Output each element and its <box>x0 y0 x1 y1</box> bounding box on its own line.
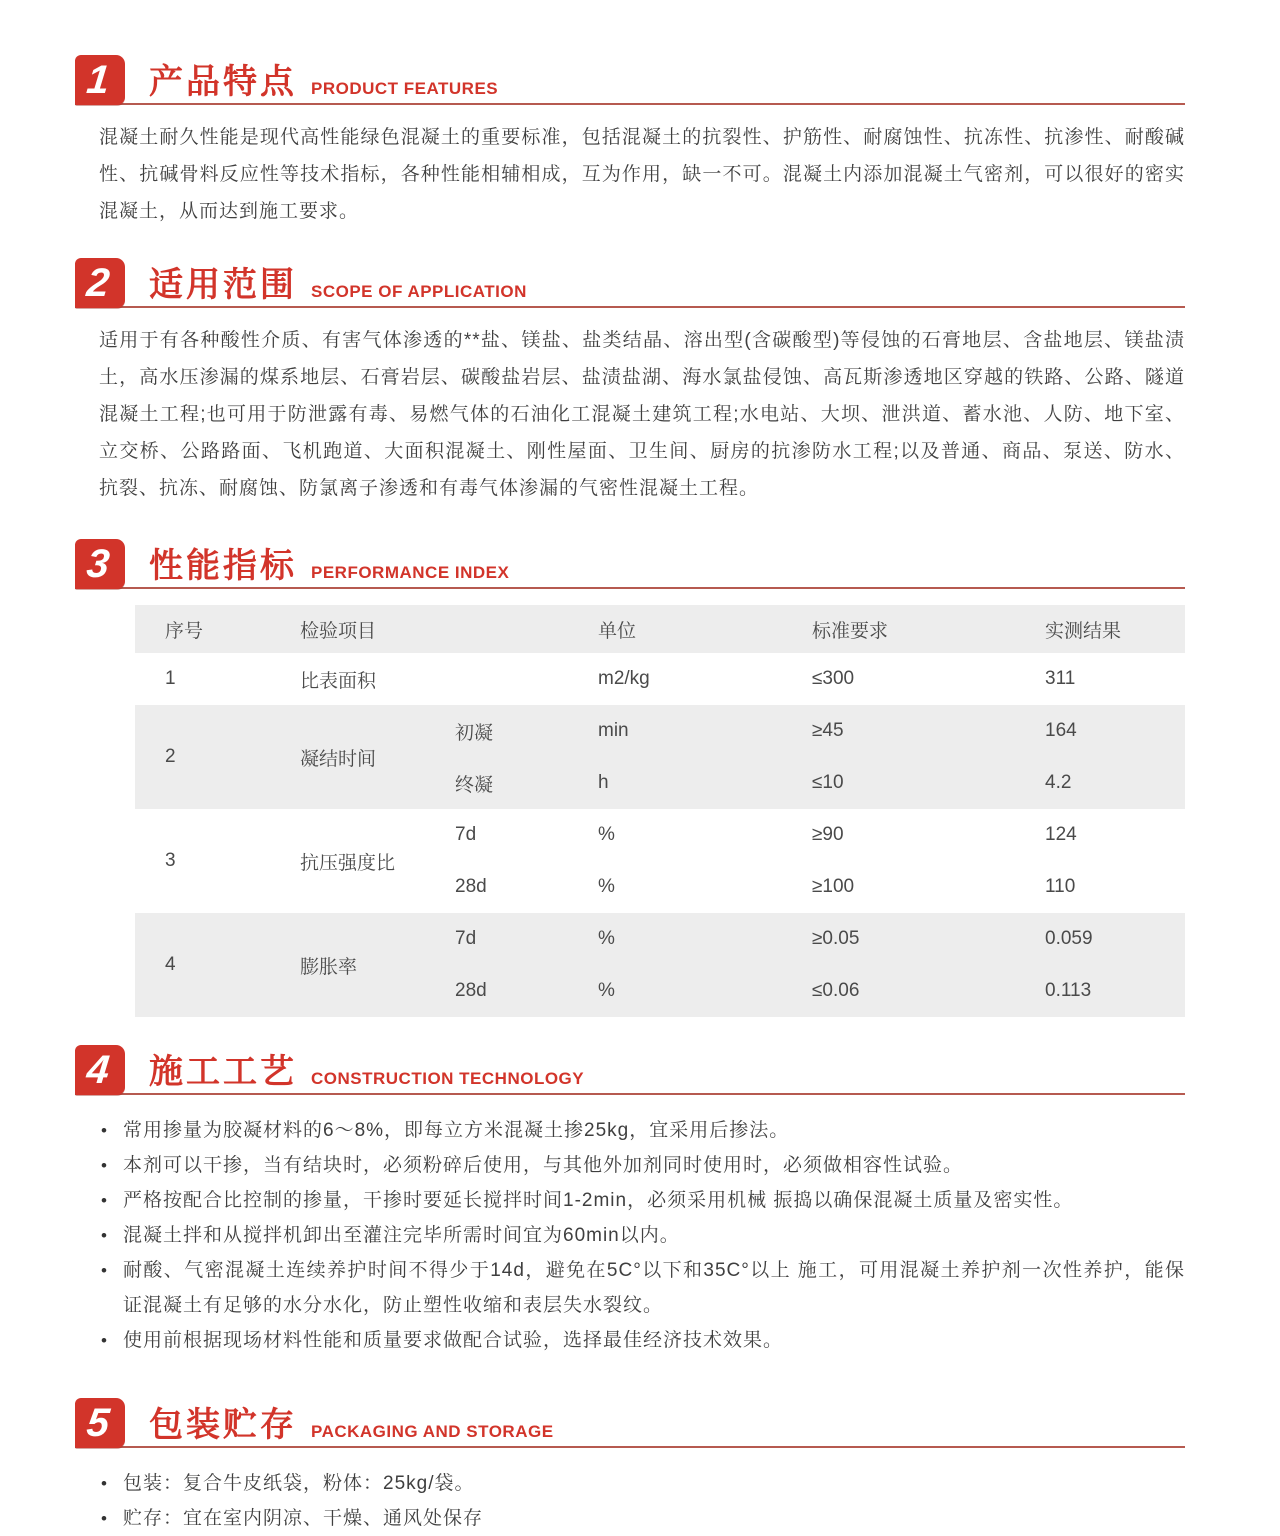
list-item-text: 耐酸、气密混凝土连续养护时间不得少于14d，避免在5C°以下和35C°以上 施工，可用混凝土养护剂一次性养护，能保证混凝土有足够的水分水化，防止塑性收缩和表层失水裂纹。 <box>123 1260 1185 1316</box>
list-item <box>101 1183 1185 1218</box>
section-title: 包装贮存 <box>149 1406 297 1444</box>
list-item-text: 使用前根据现场材料性能和质量要求做配合试验，选择最佳经济技术效果。 <box>123 1330 784 1351</box>
section-number-badge <box>75 539 125 589</box>
section-number: 2 <box>84 261 112 305</box>
bullet-icon: • <box>101 1331 108 1350</box>
section-number: 4 <box>84 1048 112 1092</box>
cell-item: 凝结时间 <box>300 748 377 770</box>
bullet-icon: • <box>101 1156 108 1175</box>
performance-index-table <box>135 605 1185 1017</box>
cell-standard: ≥0.05 <box>812 928 860 949</box>
construction-bullet-list <box>101 1113 1185 1358</box>
cell-unit: % <box>598 824 615 845</box>
list-item-text: 本剂可以干掺，当有结块时，必须粉碎后使用，与其他外加剂同时使用时，必须做相容性试验。 <box>123 1155 964 1176</box>
cell-item: 比表面积 <box>300 670 377 692</box>
section-number-badge <box>75 1398 125 1448</box>
table-row-group <box>135 705 1185 809</box>
col-header-spacer <box>425 605 568 653</box>
section-subtitle-en: PACKAGING AND STORAGE <box>311 1422 554 1441</box>
cell-sub: 初凝 <box>455 722 494 744</box>
cell-standard: ≥100 <box>812 876 855 897</box>
list-item-text: 常用掺量为胶凝材料的6～8%，即每立方米混凝土掺25kg，宜采用后掺法。 <box>123 1120 790 1141</box>
cell-result: 164 <box>1045 720 1077 741</box>
cell-result: 4.2 <box>1045 772 1072 793</box>
cell-unit: % <box>598 980 615 1001</box>
list-item-text: 包装：复合牛皮纸袋，粉体：25kg/袋。 <box>123 1473 475 1494</box>
section-header-construction <box>75 1045 1185 1095</box>
section-header-product-features <box>75 55 1185 105</box>
section-subtitle-en: PRODUCT FEATURES <box>311 79 499 98</box>
cell-standard: ≥90 <box>812 824 844 845</box>
section-title: 产品特点 <box>149 63 297 101</box>
section-subtitle-en: SCOPE OF APPLICATION <box>311 282 527 301</box>
section-number: 1 <box>84 58 112 102</box>
section-title: 适用范围 <box>149 266 297 304</box>
cell-unit: % <box>598 928 615 949</box>
list-item <box>101 1148 1185 1183</box>
cell-item: 膨胀率 <box>300 956 358 978</box>
cell-unit: m2/kg <box>598 668 650 689</box>
section-number-badge <box>75 258 125 308</box>
section-subtitle-en: PERFORMANCE INDEX <box>311 563 510 582</box>
list-item-text: 严格按配合比控制的掺量，干掺时要延长搅拌时间1-2min，必须采用机械 振捣以确保混凝土质量及密实性。 <box>123 1190 1074 1211</box>
cell-sub: 28d <box>455 876 487 897</box>
cell-result: 0.059 <box>1045 928 1093 949</box>
cell-sub: 7d <box>455 824 477 845</box>
section-number-badge <box>75 1045 125 1095</box>
cell-result: 124 <box>1045 824 1077 845</box>
section-header-scope <box>75 258 1185 308</box>
cell-sub: 7d <box>455 928 477 949</box>
list-item <box>101 1466 1185 1501</box>
cell-no: 1 <box>165 668 176 689</box>
section-number: 3 <box>84 542 112 586</box>
bullet-icon: • <box>101 1509 108 1528</box>
list-item <box>101 1253 1185 1323</box>
section-number-badge <box>75 55 125 105</box>
bullet-icon: • <box>101 1261 108 1280</box>
bullet-icon: • <box>101 1191 108 1210</box>
section-title: 施工工艺 <box>149 1053 297 1091</box>
cell-standard: ≤0.06 <box>812 980 860 1001</box>
cell-unit: % <box>598 876 615 897</box>
list-item <box>101 1218 1185 1253</box>
list-item <box>101 1113 1185 1148</box>
cell-standard: ≤10 <box>812 772 844 793</box>
cell-no: 4 <box>165 954 176 975</box>
section-title: 性能指标 <box>149 547 297 585</box>
bullet-icon: • <box>101 1474 108 1493</box>
packaging-bullet-list <box>101 1466 1185 1536</box>
list-item-text: 混凝土拌和从搅拌机卸出至灌注完毕所需时间宜为60min以内。 <box>123 1225 680 1246</box>
cell-unit: h <box>598 772 609 793</box>
product-features-paragraph: 混凝土耐久性能是现代高性能绿色混凝土的重要标准，包括混凝土的抗裂性、护筋性、耐腐蚀性、抗冻性、抗渗性、耐酸碱性、抗碱骨料反应性等技术指标，各种性能相辅相成，互为作用，缺一不可。混凝土内添加混凝土气密剂，可以很好的密实混凝土，从而达到施工要求。 <box>99 127 1185 222</box>
cell-sub: 28d <box>455 980 487 1001</box>
col-header-standard: 标准要求 <box>812 620 889 642</box>
cell-result: 0.113 <box>1045 980 1092 1001</box>
scope-paragraph: 适用于有各种酸性介质、有害气体渗透的**盐、镁盐、盐类结晶、溶出型(含碳酸型)等侵蚀的石膏地层、含盐地层、镁盐渍土，高水压渗漏的煤系地层、石膏岩层、碳酸盐岩层、盐渍盐湖、海水氯盐侵蚀、高瓦斯渗透地区穿越的铁路、公路、隧道混凝土工程;也可用于防泄露有毒、易燃气体的石油化工混凝土建筑工程;水电站、大坝、泄洪道、蓄水池、人防、地下室、立交桥、公路路面、飞机跑道、大面积混凝土、刚性屋面、卫生间、厨房的抗渗防水工程;以及普通、商品、泵送、防水、抗裂、抗冻、耐腐蚀、防氯离子渗透和有毒气体渗漏的气密性混凝土工程。 <box>99 330 1185 499</box>
bullet-icon: • <box>101 1121 108 1140</box>
cell-sub: 终凝 <box>455 774 494 796</box>
col-header-no: 序号 <box>165 620 204 642</box>
cell-no: 2 <box>165 746 176 767</box>
list-item <box>101 1323 1185 1358</box>
section-subtitle-en: CONSTRUCTION TECHNOLOGY <box>311 1069 585 1088</box>
table-row-group <box>135 809 1185 913</box>
col-header-unit: 单位 <box>598 620 637 642</box>
cell-standard: ≥45 <box>812 720 844 741</box>
section-number: 5 <box>84 1401 112 1445</box>
cell-item: 抗压强度比 <box>300 852 396 874</box>
section-header-packaging <box>75 1398 1185 1448</box>
list-item-text: 贮存：宜在室内阴凉、干燥、通风处保存 <box>123 1508 484 1529</box>
cell-standard: ≤300 <box>812 668 855 689</box>
cell-sub <box>425 653 568 705</box>
cell-result: 110 <box>1045 876 1076 897</box>
section-header-performance <box>75 539 1185 589</box>
cell-unit: min <box>598 720 629 741</box>
cell-no: 3 <box>165 850 176 871</box>
table-header-row <box>135 605 1185 653</box>
table-row <box>135 653 1185 705</box>
col-header-item: 检验项目 <box>300 620 377 642</box>
list-item <box>101 1501 1185 1536</box>
col-header-result: 实测结果 <box>1045 620 1122 642</box>
bullet-icon: • <box>101 1226 108 1245</box>
cell-result: 311 <box>1045 668 1076 689</box>
table-row-group <box>135 913 1185 1017</box>
